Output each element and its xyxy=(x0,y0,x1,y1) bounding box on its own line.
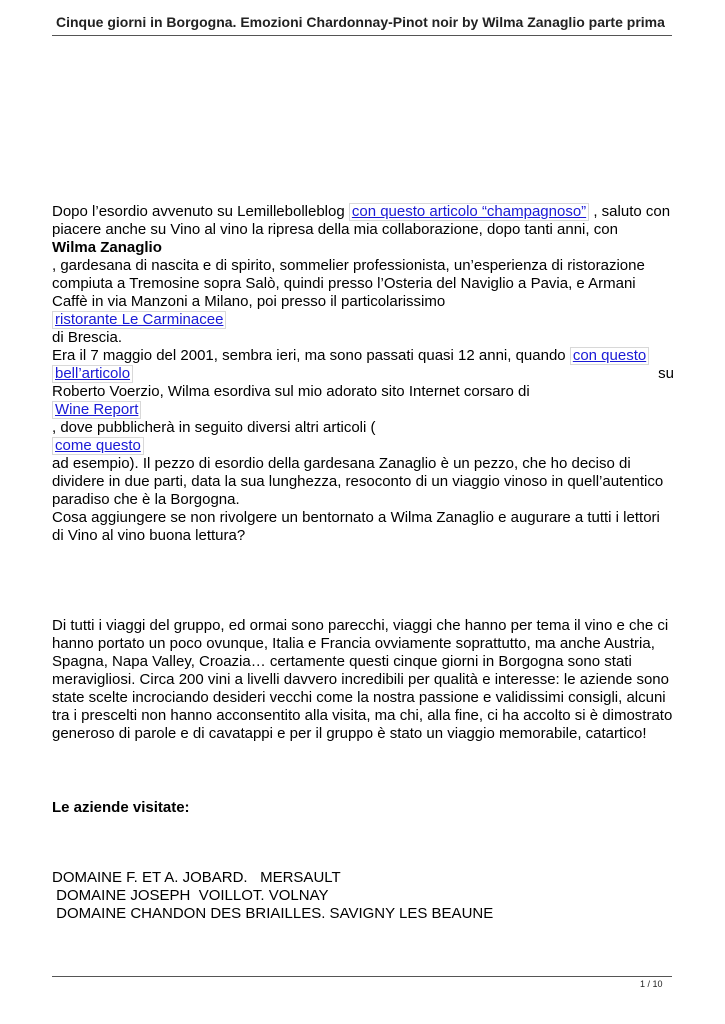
champagnoso-article-link[interactable]: con questo articolo “champagnoso” xyxy=(349,203,589,221)
su-text: su xyxy=(658,365,674,382)
company-item: DOMAINE F. ET A. JOBARD. MERSAULT xyxy=(52,869,341,886)
publications-text: , dove pubblicherà in seguito diversi altri articoli ( xyxy=(52,419,376,436)
example-paragraph: ad esempio). Il pezzo di esordio della gardesana Zanaglio è un pezzo, che ho deciso di dividere in due parti, data la sua lunghezza, resoconto di un viaggio vinoso in quell’autentico paradiso che è la Borgogna. xyxy=(52,455,664,508)
first-article-link-part1[interactable]: con questo xyxy=(570,347,649,365)
intro-text-continued: , saluto con piacere anche su Vino al vino la ripresa della mia collaborazione, dopo tanti anni, con xyxy=(52,203,671,238)
first-article-link-part2[interactable]: bell’articolo xyxy=(52,365,133,383)
intro-paragraph xyxy=(52,203,674,239)
history-line-two xyxy=(52,365,674,383)
header-divider xyxy=(52,35,672,36)
document-title: Cinque giorni in Borgogna. Emozioni Chardonnay-Pinot noir by Wilma Zanaglio parte prima xyxy=(56,14,665,30)
restaurant-link[interactable]: ristorante Le Carminacee xyxy=(52,311,226,329)
voerzio-text: Roberto Voerzio, Wilma esordiva sul mio adorato sito Internet corsaro di xyxy=(52,383,530,400)
page-number: 1 / 10 xyxy=(640,979,663,989)
company-item: DOMAINE CHANDON DES BRIAILLES. SAVIGNY LES BEAUNE xyxy=(52,905,494,922)
welcome-paragraph: Cosa aggiungere se non rivolgere un bentornato a Wilma Zanaglio e augurare a tutti i lettori di Vino al vino buona lettura? xyxy=(52,509,660,544)
section-heading: Le aziende visitate: xyxy=(52,799,190,816)
trip-paragraph: Di tutti i viaggi del gruppo, ed ormai sono parecchi, viaggi che hanno per tema il vino e che ci hanno portato un poco ovunque, Italia e Francia ovviamente soprattutto, ma anche Austria, Spagna, Napa Valley, Croazia… certamente questi cinque giorni in Borgogna sono stati meravigliosi. Circa 200 vini a livelli davvero incredibili per qualità e interesse: le aziende sono state scelte incrociando desideri vecchi come la nostra passione e validissimi consigli, alcuni tra i prescelti non hanno acconsentito alla visita, ma chi, alla fine, ci ha accolto si è dimostrato generoso di parole e di cavatappi e per il gruppo è stato un viaggio memorabile, catartico! xyxy=(52,617,673,742)
intro-text: Dopo l’esordio avvenuto su Lemillebolleblog xyxy=(52,203,349,220)
article-body xyxy=(52,203,674,923)
example-article-link[interactable]: come questo xyxy=(52,437,144,455)
company-item: DOMAINE JOSEPH VOILLOT. VOLNAY xyxy=(52,887,329,904)
brescia-text: di Brescia. xyxy=(52,329,123,346)
author-bio: , gardesana di nascita e di spirito, sommelier professionista, un’esperienza di ristorazione compiuta a Tremosine sopra Salò, quindi presso l’Osteria del Naviglio a Pavia, e Armani Caffè in via Manzoni a Milano, poi presso il particolarissimo xyxy=(52,257,645,310)
footer-divider xyxy=(52,976,672,977)
history-paragraph xyxy=(52,347,674,365)
history-text: Era il 7 maggio del 2001, sembra ieri, ma sono passati quasi 12 anni, quando xyxy=(52,347,570,364)
wine-report-link[interactable]: Wine Report xyxy=(52,401,141,419)
author-name: Wilma Zanaglio xyxy=(52,239,162,256)
